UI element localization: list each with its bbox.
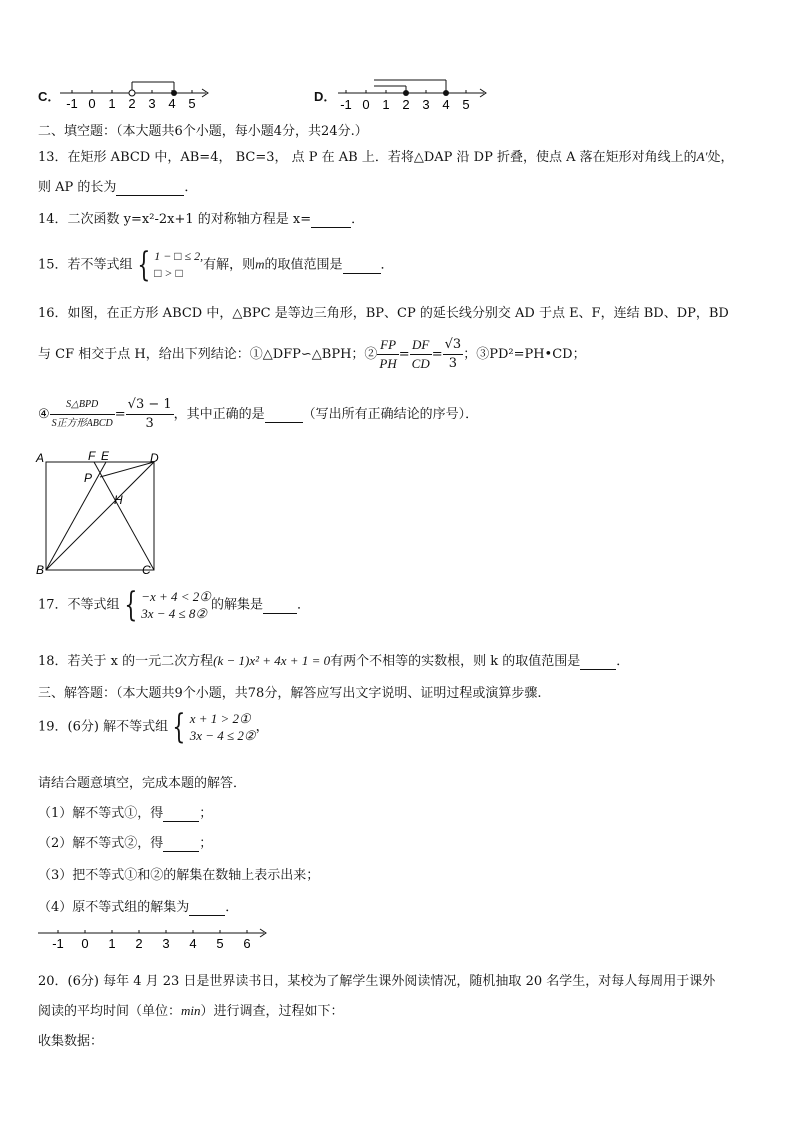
q16-line2 (38, 336, 586, 373)
q16-semi: ；③PD²=PH•CD； (463, 347, 586, 362)
q19-pre: 19．(6分) 解不等式组 (38, 719, 169, 735)
q16-f1-num: FP (377, 336, 398, 355)
q19-head (38, 707, 269, 747)
q17-sys2: 3x − 4 ≤ 8② (141, 606, 208, 621)
q20-line1: 20．(6分) 每年 4 月 23 日是世界读书日，某校为了解学生课外阅读情况，随机抽取 20 名学生，对每人每周用于课外 (38, 974, 716, 989)
q18-equation: (k − 1)x² + 4x + 1 = 0 (213, 653, 331, 668)
q16-frac-sqrt3-1 (126, 396, 174, 433)
q15-post: 有解，则 (203, 257, 256, 273)
q19-step4 (38, 896, 238, 916)
q18-end: ． (616, 654, 630, 669)
q19-number-line-tick-label: 6 (243, 936, 251, 951)
label-f: F (88, 449, 96, 463)
q15-brace: { (136, 245, 150, 285)
closed-dot-d2 (443, 90, 449, 96)
q13-text: 13．在矩形 ABCD 中，AB=4， BC=3， 点 P 在 AB 上．若将△DAP 沿 DP 折叠，使点 A 落在矩形对角线上的 (38, 150, 697, 165)
q16-figure (34, 448, 170, 576)
q19-intro: 请结合题意填空，完成本题的解答． (38, 776, 247, 791)
q13-answer-blank[interactable] (116, 180, 184, 196)
q18-pre: 18．若关于 x 的一元二次方程 (38, 654, 214, 669)
q17-sys1: −x + 4 < 2① (141, 589, 211, 604)
number-line-d-tick-label: -1 (340, 97, 352, 112)
q15-m: m (255, 256, 265, 272)
q19-s4-end: ． (225, 900, 239, 915)
q19-step1 (38, 802, 212, 822)
q16-eq3: = (114, 407, 126, 422)
label-h: H (114, 493, 123, 507)
q13-line2 (38, 176, 197, 196)
q14-end: ． (351, 212, 365, 227)
label-a: A (36, 451, 45, 465)
q20-line3: 收集数据： (38, 1034, 104, 1049)
q16-f2-num: DF (410, 336, 432, 355)
q15-system (154, 248, 203, 282)
q19-s2-blank[interactable] (163, 836, 199, 852)
q19-step3: （3）把不等式①和②的解集在数轴上表示出来； (38, 868, 320, 883)
number-line-c-tick-label: 4 (168, 96, 176, 111)
number-line-d-tick-label: 1 (382, 97, 390, 112)
q15-sys1: 1 − □ ≤ 2, (154, 249, 204, 263)
q19-step2 (38, 832, 212, 852)
label-d: D (150, 451, 159, 465)
q16-line3-pre: ④ (38, 407, 50, 422)
q15 (38, 245, 394, 285)
closed-dot-d1 (403, 90, 409, 96)
q17-pre: 17．不等式组 (38, 597, 120, 613)
q16-eq1: = (398, 347, 410, 362)
q19-s1-end: ； (199, 806, 213, 821)
q16-frac-df-cd (410, 336, 432, 373)
q16-frac-sqrt3-3 (443, 336, 464, 373)
label-b: B (36, 563, 45, 576)
q19-number-line-tick-label: 1 (108, 936, 116, 951)
q17-brace: { (123, 585, 137, 625)
open-dot-c (129, 90, 135, 96)
q16-f3-num: √3 (443, 336, 464, 355)
q16-f3-den: 3 (448, 356, 458, 371)
q16-line2-pre: 与 CF 相交于点 H，给出下列结论：①△DFP∽△BPH；② (38, 347, 378, 362)
line-cf (94, 462, 154, 570)
q18-post: 有两个不相等的实数根，则 k 的取值范围是 (330, 654, 581, 669)
q16-f4-num: S△BPD (50, 396, 115, 415)
number-line-d (334, 76, 494, 112)
option-c-label: C． (38, 89, 61, 104)
number-line-c-tick-label: -1 (66, 96, 78, 111)
number-line-d-tick-label: 5 (462, 97, 470, 112)
q15-end: ． (380, 257, 394, 273)
q16-frac-fp-ph (377, 336, 398, 373)
q19-sys2: 3x − 4 ≤ 2② (189, 728, 256, 743)
q13-aprime: A′ (696, 149, 708, 164)
q19-brace: { (172, 707, 186, 747)
q17-system (141, 588, 211, 622)
line-be (46, 462, 106, 570)
q19-s2-text: （2）解不等式②，得 (38, 836, 164, 851)
number-line-d-tick-label: 0 (362, 97, 370, 112)
q17-post: 的解集是 (210, 597, 263, 613)
q16-frac-area (50, 396, 115, 433)
q19-s2-end: ； (199, 836, 213, 851)
q15-answer-blank[interactable] (343, 258, 381, 274)
q19-number-line-tick-label: -1 (52, 936, 64, 951)
q13-ask: 则 AP 的长为 (38, 180, 117, 195)
q14-answer-blank[interactable] (311, 212, 351, 228)
q20-line2-post: ）进行调查，过程如下： (200, 1004, 344, 1019)
q14 (38, 208, 364, 228)
q19-s1-text: （1）解不等式①，得 (38, 806, 164, 821)
q19-system (190, 710, 256, 744)
q14-text: 14．二次函数 y=x²-2x+1 的对称轴方程是 x= (38, 212, 312, 227)
q17-answer-blank[interactable] (263, 598, 297, 614)
q16-line3-end: （写出所有正确结论的序号）． (302, 407, 479, 422)
option-d-label: D． (314, 89, 337, 104)
q16-line3-post: ，其中正确的是 (173, 407, 265, 422)
q19-number-line-tick-label: 0 (81, 936, 89, 951)
q15-sys2: □ > □ (154, 266, 183, 280)
number-line-d-tick-label: 2 (402, 97, 410, 112)
label-e: E (101, 449, 110, 463)
q16-answer-blank[interactable] (265, 407, 303, 423)
q19-post: ， (255, 719, 269, 735)
q20-line2-pre: 阅读的平均时间（单位： (38, 1004, 182, 1019)
label-p: P (84, 471, 93, 485)
q16-f4-den: S正方形ABCD (51, 418, 113, 429)
q16-f2-den: CD (411, 356, 430, 371)
q16-f5-den: 3 (145, 416, 154, 431)
number-line-c-tick-label: 1 (108, 96, 116, 111)
section-2-heading: 二、填空题：（本大题共6个小题，每小题4分，共24分.） (38, 124, 368, 139)
q13-line1 (38, 146, 733, 165)
q19-number-line (36, 926, 272, 952)
label-c: C (142, 563, 151, 576)
q19-number-line-tick-label: 4 (189, 936, 197, 951)
q19-s1-blank[interactable] (163, 806, 199, 822)
q13-text-end: 处， (707, 150, 734, 165)
number-line-c-tick-label: 2 (128, 96, 136, 111)
q19-number-line-tick-label: 5 (216, 936, 224, 951)
q17-end: ． (296, 597, 310, 613)
q19-s4-blank[interactable] (189, 900, 225, 916)
closed-dot-c (171, 90, 177, 96)
number-line-c-tick-label: 5 (188, 96, 196, 111)
q19-number-line-tick-label: 3 (162, 936, 170, 951)
q16-f1-den: PH (379, 356, 397, 371)
diagonal-bd (46, 462, 154, 570)
section-3-heading: 三、解答题：（本大题共9个小题，共78分，解答应写出文字说明、证明过程或演算步骤. (38, 686, 542, 701)
q18-answer-blank[interactable] (580, 654, 616, 670)
q19-sys1: x + 1 > 2① (189, 711, 251, 726)
q16-line1: 16．如图，在正方形 ABCD 中，△BPC 是等边三角形，BP、CP 的延长线分别交 AD 于点 E、F，连结 BD、DP，BD (38, 306, 729, 321)
q13-end: ． (184, 180, 198, 195)
number-line-c (56, 78, 216, 112)
q16-line3 (38, 396, 478, 433)
number-line-c-tick-label: 0 (88, 96, 96, 111)
q20-unit: min (181, 1003, 201, 1018)
q19-s4-text: （4）原不等式组的解集为 (38, 900, 190, 915)
q20-line2 (38, 1000, 344, 1019)
q16-eq2: = (431, 347, 443, 362)
q16-f5-num: √3 − 1 (126, 396, 174, 415)
q17 (38, 585, 310, 625)
q19-number-line-tick-label: 2 (135, 936, 143, 951)
number-line-d-tick-label: 3 (422, 97, 430, 112)
q18 (38, 650, 629, 670)
q15-post2: 的取值范围是 (264, 257, 343, 273)
number-line-c-tick-label: 3 (148, 96, 156, 111)
number-line-d-tick-label: 4 (442, 97, 450, 112)
q15-pre: 15．若不等式组 (38, 257, 133, 273)
